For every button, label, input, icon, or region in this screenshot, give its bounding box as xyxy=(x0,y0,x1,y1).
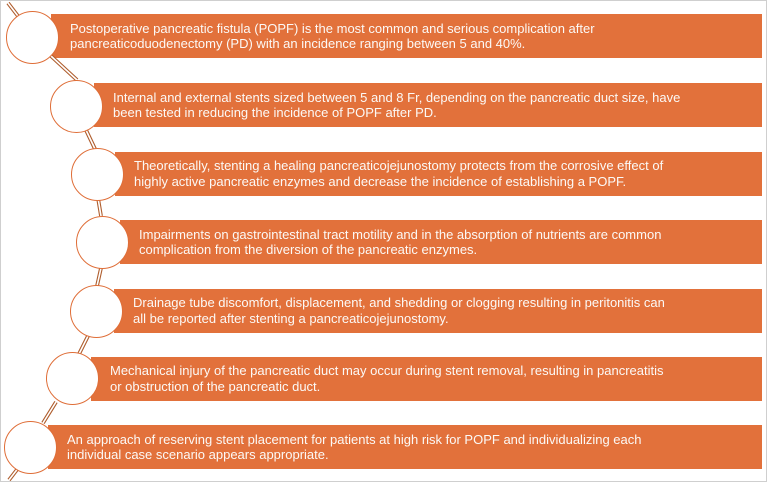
statement-box-3-line-1: Theoretically, stenting a healing pancreaticojejunostomy protects from the corrosive effect of xyxy=(134,158,664,173)
statement-box-2-line-2: been tested in reducing the incidence of POPF after PD. xyxy=(113,105,437,120)
statement-box-1-line-1: Postoperative pancreatic fistula (POPF) is the most common and serious complication after xyxy=(70,20,595,36)
statement-box-4-line-1: Impairments on gastrointestinal tract motility and in the absorption of nutrients are common xyxy=(139,226,662,242)
statement-box-5-line-1: Drainage tube discomfort, displacement, and shedding or clogging resulting in peritonitis can xyxy=(133,295,665,310)
statement-box-4 xyxy=(120,220,762,264)
statement-box-4-line-2: complication from the diversion of the pancreatic enzymes. xyxy=(139,242,478,257)
timeline-node-circle-6 xyxy=(46,352,99,405)
statement-box-7 xyxy=(48,425,762,469)
timeline-node-circle-3 xyxy=(71,148,124,201)
statement-box-3 xyxy=(115,152,762,196)
statement-box-6-line-1: Mechanical injury of the pancreatic duct may occur during stent removal, resulting in pancreatitis xyxy=(110,363,664,378)
statement-box-2-line-1: Internal and external stents sized between 5 and 8 Fr, depending on the pancreatic duct size, have xyxy=(113,89,681,105)
statement-box-2 xyxy=(94,83,762,127)
statement-box-6-line-2: or obstruction of the pancreatic duct. xyxy=(110,378,321,394)
statement-box-7-line-1: An approach of reserving stent placement for patients at high risk for POPF and individualizing each xyxy=(67,431,642,447)
statement-box-3-line-2: highly active pancreatic enzymes and decrease the incidence of establishing a POPF. xyxy=(134,173,627,189)
timeline-node-circle-5 xyxy=(70,285,123,338)
statement-box-6 xyxy=(91,357,762,401)
timeline-node-circle-4 xyxy=(76,216,129,269)
statement-box-7-line-2: individual case scenario appears appropriate. xyxy=(67,447,329,462)
statement-box-1-line-2: pancreaticoduodenectomy (PD) with an incidence ranging between 5 and 40%. xyxy=(70,36,526,51)
timeline-node-circle-7 xyxy=(4,421,57,474)
timeline-node-circle-1 xyxy=(6,11,59,64)
timeline-node-circle-2 xyxy=(50,80,103,133)
statement-box-5 xyxy=(114,289,762,333)
statement-box-5-line-2: all be reported after stenting a pancreaticojejunostomy. xyxy=(133,310,449,326)
statement-box-1 xyxy=(51,14,762,58)
